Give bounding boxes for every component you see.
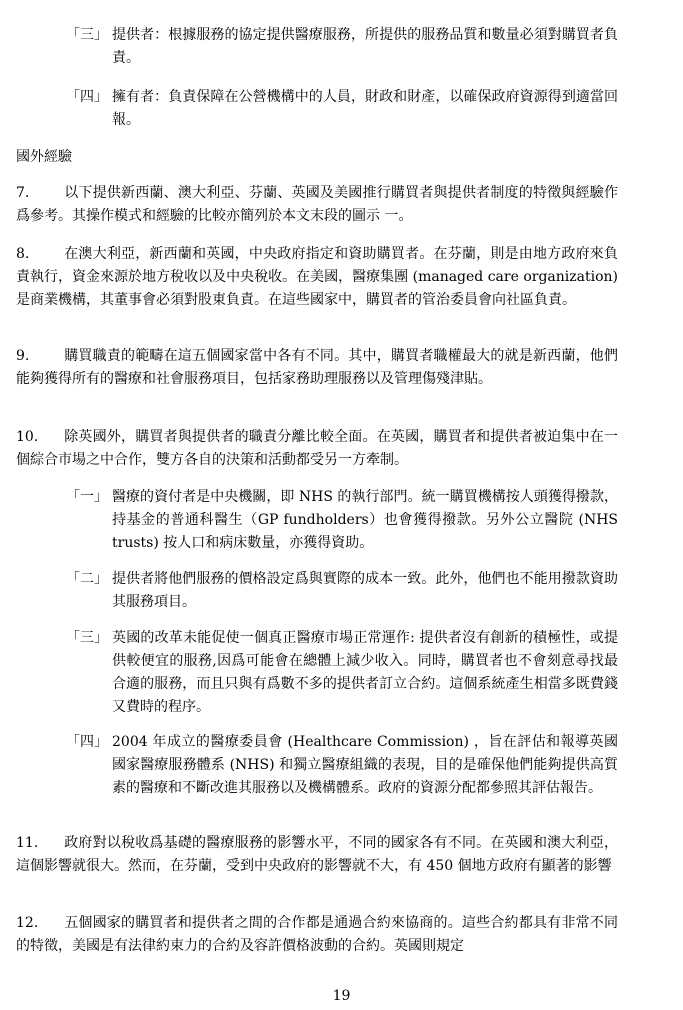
paragraph (16, 182, 618, 228)
list-text: 2004 年成立的醫療委員會 (Healthcare Commission) ，旨在評估和報導英國國家醫療服務體系 (NHS) 和獨立醫療組織的表現，目的是確保他們能夠提供高質素的醫療和不斷改進其服務以及機構體系。政府的資源分配都參照其評估報告。 (112, 734, 618, 796)
list-label: 「四」 (66, 89, 108, 105)
list-item (66, 568, 618, 614)
list-text: 英國的改革未能促使一個真正醫療市場正常運作: 提供者沒有創新的積極性，或提供較便宜的服務,因爲可能會在總體上減少收入。同時，購買者也不會刻意尋找最合適的服務，而且只與有爲數不多的提供者訂立合約。這個系統產生相當多既費錢又費時的程序。 (112, 630, 618, 715)
paragraph-number: 9. (16, 348, 30, 364)
paragraph-text: 除英國外，購買者與提供者的職責分離比較全面。在英國，購買者和提供者被迫集中在一個綜合市場之中合作，雙方各自的決策和活動都受另一方牽制。 (16, 429, 618, 468)
list-text: 醫療的資付者是中央機關，即 NHS 的執行部門。統一購買機構按人頭獲得撥款，持基金的普通科醫生（GP fundholders）也會獲得撥款。另外公立醫院 (NHS trusts) 按人口和病床數量，亦獲得資助。 (112, 489, 618, 551)
list-item (66, 86, 618, 132)
paragraph-text: 購買職責的範疇在這五個國家當中各有不同。其中，購買者職權最大的就是新西蘭，他們能夠獲得所有的醫療和社會服務項目，包括家務助理服務以及管理傷殘津貼。 (16, 348, 618, 387)
list-text: 擁有者：負責保障在公營機構中的人員，財政和財產，以確保政府資源得到適當回報。 (112, 89, 618, 128)
section-heading: 國外經驗 (16, 149, 72, 165)
list-label: 「三」 (66, 27, 108, 43)
paragraph-text: 在澳大利亞，新西蘭和英國，中央政府指定和資助購買者。在芬蘭，則是由地方政府來負責執行，資金來源於地方稅收以及中央稅收。在美國，醫療集團 (managed care organization)是商業機構，其董事會必須對股東負責。在這些國家中，購買者的管治委員會向社區負責。 (16, 246, 618, 308)
paragraph-text: 五個國家的購買者和提供者之間的合作都是通過合約來協商的。這些合約都具有非常不同的特徵，美國是有法律約束力的合約及容許價格波動的合約。英國則規定 (16, 915, 618, 954)
list-item (66, 24, 618, 70)
list-label: 「四」 (66, 734, 108, 750)
paragraph (16, 912, 618, 958)
paragraph-text: 以下提供新西蘭、澳大利亞、芬蘭、英國及美國推行購買者與提供者制度的特徵與經驗作爲參考。其操作模式和經驗的比較亦簡列於本文末段的圖示 一。 (16, 185, 618, 224)
list-item (66, 627, 618, 719)
list-label: 「一」 (66, 489, 108, 505)
paragraph-number: 12. (16, 915, 39, 931)
page-number: 19 (332, 988, 351, 1004)
paragraph-number: 10. (16, 429, 39, 445)
list-text: 提供者將他們服務的價格設定爲與實際的成本一致。此外，他們也不能用撥款資助其服務項目。 (112, 571, 618, 610)
list-item (66, 731, 618, 800)
paragraph (16, 832, 618, 878)
paragraph-number: 11. (16, 835, 39, 851)
list-label: 「三」 (66, 630, 108, 646)
paragraph (16, 243, 618, 312)
list-item (66, 486, 618, 555)
list-text: 提供者：根據服務的協定提供醫療服務，所提供的服務品質和數量必須對購買者負責。 (112, 27, 618, 66)
paragraph-text: 政府對以稅收爲基礎的醫療服務的影響水平，不同的國家各有不同。在英國和澳大利亞，這個影響就很大。然而，在芬蘭，受到中央政府的影響就不大，有 450 個地方政府有顯著的影響 (16, 835, 618, 874)
paragraph (16, 426, 618, 472)
paragraph-number: 8. (16, 246, 30, 262)
paragraph (16, 345, 618, 391)
list-label: 「二」 (66, 571, 108, 587)
paragraph-number: 7. (16, 185, 30, 201)
